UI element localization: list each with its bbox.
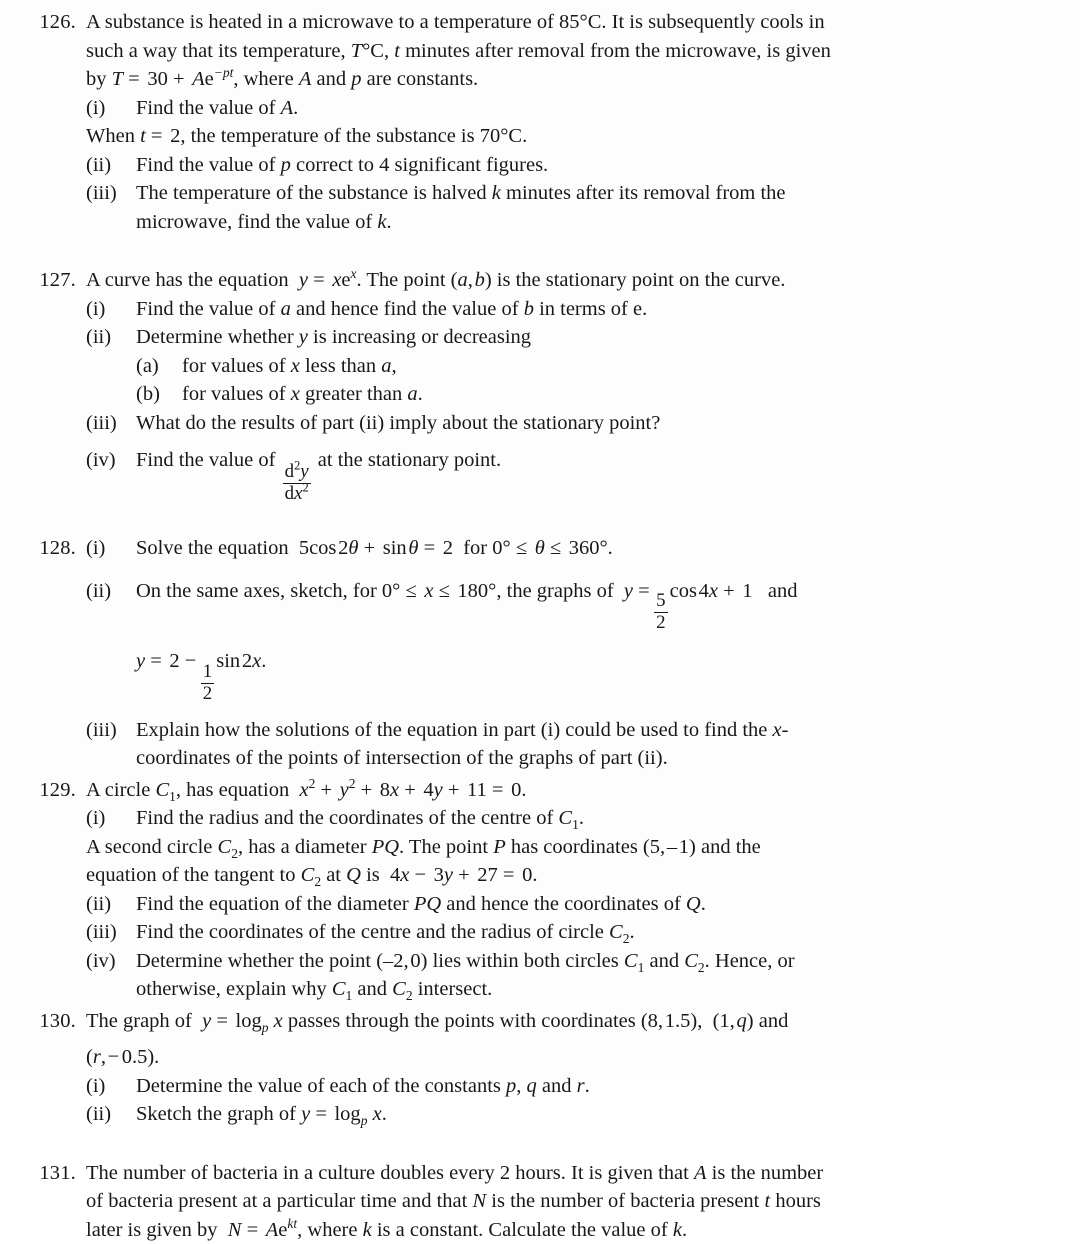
part-label: (iv) [86,449,116,471]
part-text: Find the radius and the coordinates of the centre of $C_1$. [136,807,584,833]
question-interjection: When t = 2, the temperature of the substance is 70°C. [86,125,528,147]
part-text: Determine whether the point (–2, 0) lies within both circles $C_1$ and $C_2$. Hence, or otherwise, explain why $C_1$ and $C_2$ intersect. [136,949,795,1004]
question-127 [20,266,1060,504]
part-text: Find the value of $\frac{d^2y}{dx^2}$ at the stationary point. [136,449,502,505]
part-text: Find the value of a and hence find the value of b in terms of e. [136,297,648,320]
part-text: Find the value of p correct to 4 significant figures. [136,153,549,176]
part-text: Solve the equation 5cos 2θ + sin θ = 2 for 0° ≤ θ ≤ 360°. [136,537,613,560]
part-label: (ii) [86,892,112,915]
part-label: (iii) [86,411,117,434]
part-label: (iii) [86,182,117,204]
part-label: (i) [86,537,106,560]
question-part [86,94,1060,123]
part-label: (iii) [86,718,117,741]
question-part [86,179,1060,236]
question-part [86,804,1060,833]
question-body [86,776,1060,1004]
part-label: (ii) [86,153,112,176]
question-stem-line: A circle $C_1$, has equation $x^2 + y^2 + 8x + 4y + 11 = 0$. [86,775,527,804]
part-label: (ii) [86,326,112,348]
question-part [86,409,1060,438]
question-number: 129. [39,778,76,801]
question-part [86,577,1060,634]
question-part-continuation [86,647,1060,704]
question-number: 128. [39,537,76,560]
question-interjection: equation of the tangent to $C_2$ at Q is 4x − 3y + 27 = 0. [86,864,538,890]
question-interjection: A second circle $C_2$, has a diameter PQ. The point P has coordinates (5, – 1) and the [86,835,761,861]
part-text: On the same axes, sketch, for 0° ≤ x ≤ 180°, the graphs of y = $\frac{5}{2}$ cos 4x + 1 and [136,579,798,634]
question-part [86,323,1060,352]
second-derivative-fraction: $\frac{d^2y}{dx^2}$ [284,459,309,505]
part-text: Find the value of A. [136,96,299,119]
question-part [86,947,1060,1004]
subpart-label: (b) [136,383,160,405]
question-part [86,918,1060,947]
part-label: (i) [86,297,106,320]
part-label: (i) [86,1074,106,1097]
part-label: (ii) [86,579,112,602]
part-text: Find the coordinates of the centre and the radius of circle $C_2$. [136,921,635,947]
question-part [86,151,1060,180]
question-body [86,266,1060,504]
question-stem-equation-line: by $T = 30 + Ae^{-pt}$, where A and p are constants. [86,65,479,90]
spacer [20,1129,1060,1159]
question-130 [20,1007,1060,1129]
part-equation: y = 2 − $\frac{1}{2}$ sin 2x. [136,650,267,704]
question-stem-line: (r, −0.5). [86,1046,160,1069]
subpart-text: for values of x greater than a. [182,383,423,405]
question-body [86,1159,1060,1244]
question-part [86,446,1060,504]
part-text: Determine whether y is increasing or decreasing [136,326,532,348]
part-text: Determine the value of each of the constants p, q and r. [136,1074,590,1097]
question-part [86,890,1060,919]
part-label: (iii) [86,921,117,944]
question-128 [20,534,1060,773]
question-subpart [86,380,1060,409]
question-number: 131. [39,1161,76,1184]
question-body [86,534,1060,773]
question-part [86,1072,1060,1101]
subpart-label: (a) [136,354,159,377]
part-label: (i) [86,96,106,119]
part-text: Explain how the solutions of the equation in part (i) could be used to find the x- coordinates of the points of intersection of the graphs of part (ii). [136,718,789,770]
question-part [86,295,1060,324]
question-part [86,716,1060,773]
question-stem-line: A substance is heated in a microwave to a temperature of 85°C. It is subsequently cools in [86,11,825,33]
question-stem-line: A curve has the equation $y = xe^x$. The point (a, b) is the stationary point on the curve. [86,266,786,291]
question-stem-line: of bacteria present at a particular time and that N is the number of bacteria present t hours [86,1190,821,1213]
part-label: (ii) [86,1103,112,1126]
subpart-text: for values of x less than a, [182,354,397,377]
question-131 [20,1159,1060,1244]
question-part [86,534,1060,563]
question-129 [20,776,1060,1004]
spacer [20,236,1060,266]
question-number: 126. [39,11,76,33]
question-part [86,1100,1060,1129]
question-number: 127. [39,269,76,291]
question-126 [20,8,1060,236]
part-text: What do the results of part (ii) imply about the stationary point? [136,411,661,434]
spacer [20,504,1060,534]
question-number: 130. [39,1009,76,1032]
question-body [86,8,1060,236]
part-label: (i) [86,807,106,830]
part-label: (iv) [86,949,116,972]
question-subpart [86,352,1060,381]
question-stem-line: The number of bacteria in a culture doubles every 2 hours. It is given that A is the number [86,1161,824,1184]
part-text: Find the equation of the diameter PQ and hence the coordinates of Q. [136,892,706,915]
question-body [86,1007,1060,1129]
part-text: Sketch the graph of $y = \log_p x$. [136,1103,387,1129]
question-stem-line: The graph of $y = \log_p x$ passes through the points with coordinates (8, 1.5), (1, q) and [86,1009,789,1035]
part-text: The temperature of the substance is halved k minutes after its removal from the microwave, find the value of k. [136,182,786,233]
question-stem-line: later is given by $N = Ae^{kt}$, where k is a constant. Calculate the value of k. [86,1215,688,1241]
question-stem-line: such a way that its temperature, T°C, t minutes after removal from the microwave, is given [86,39,831,62]
five-halves-fraction: $\frac{5}{2}$ [656,590,666,634]
one-half-fraction: $\frac{1}{2}$ [202,660,213,704]
